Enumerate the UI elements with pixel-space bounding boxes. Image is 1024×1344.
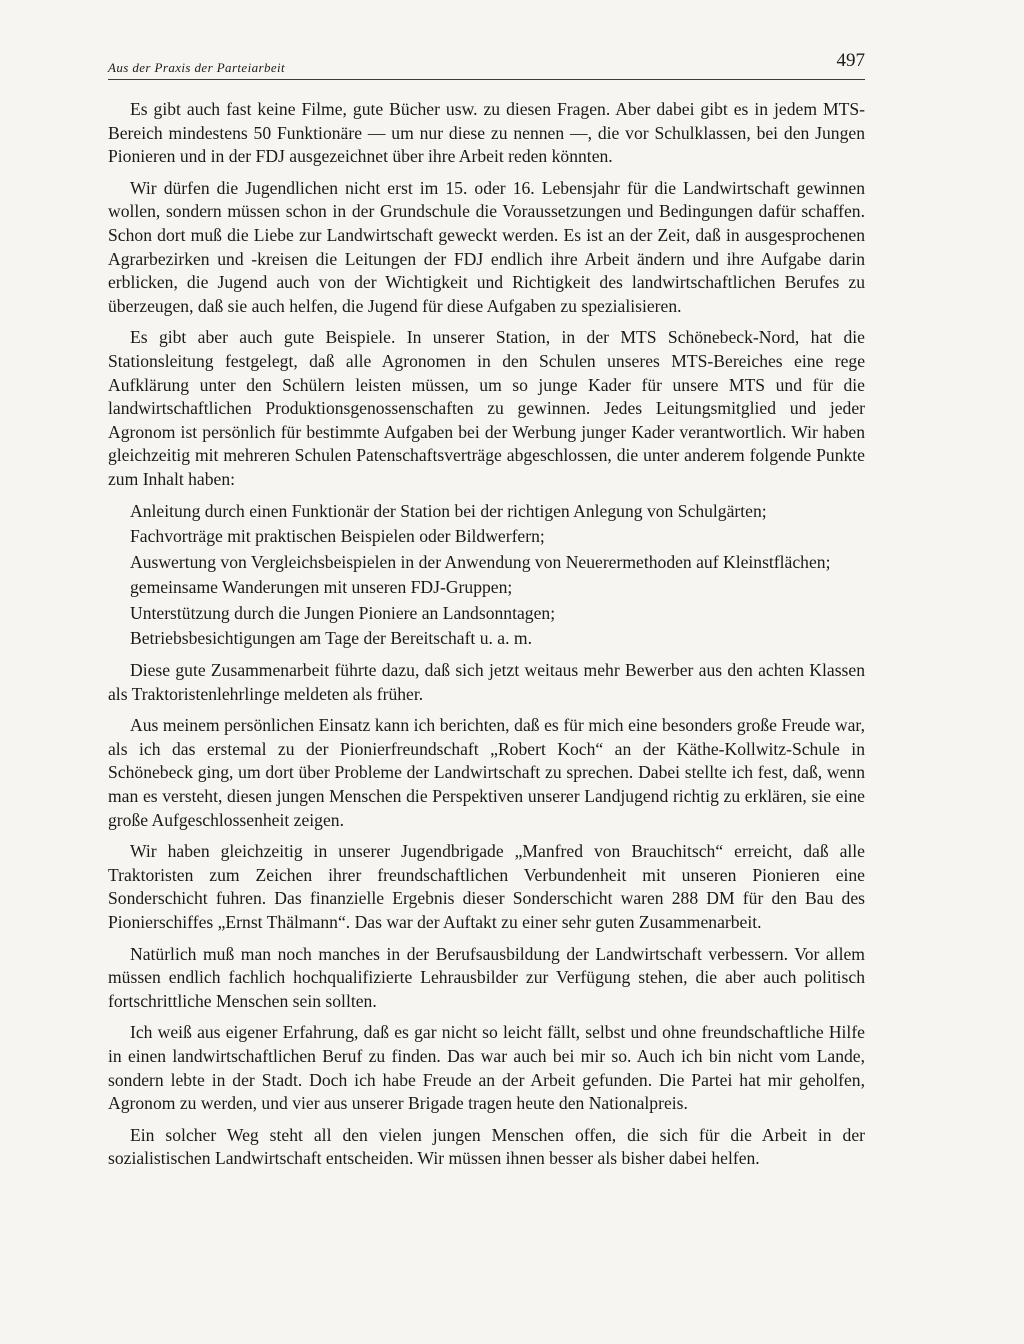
paragraph: Ich weiß aus eigener Erfahrung, daß es gar nicht so leicht fällt, selbst und ohne freundschaftliche Hilfe in einen landwirtschaftlichen Beruf zu finden. Das war auch bei mir so. Auch ich bin nicht vom Lande, sondern lebte in der Stadt. Doch ich habe Freude an der Arbeit gefunden. Die Partei hat mir geholfen, Agronom zu werden, und vier aus unserer Brigade tragen heute den Nationalpreis. <box>108 1022 865 1114</box>
paragraph: Natürlich muß man noch manches in der Berufsausbildung der Landwirtschaft verbessern. Vor allem müssen endlich fachlich hochqualifizierte Lehrausbilder zur Verfügung stehen, die aber auch politisch fortschrittliche Menschen sein sollten. <box>108 943 865 1011</box>
list-item: Anleitung durch einen Funktionär der Station bei der richtigen Anlegung von Schulgärten; <box>130 500 767 521</box>
page-header <box>108 50 865 82</box>
contract-points-list <box>108 500 865 652</box>
paragraph: Diese gute Zusammenarbeit führte dazu, daß sich jetzt weitaus mehr Bewerber aus den achten Klassen als Traktoristenlehrlinge meldeten als früher. <box>108 660 865 704</box>
paragraph: Aus meinem persönlichen Einsatz kann ich berichten, daß es für mich eine besonders große Freude war, als ich das erstemal zu der Pionierfreundschaft „Robert Koch“ an der Käthe-Kollwitz-Schule in Schönebeck ging, um dort über Probleme der Landwirtschaft zu sprechen. Dabei stellte ich fest, daß, wenn man es versteht, diesen jungen Menschen die Perspektiven unserer Landjugend richtig zu erklären, sie eine große Aufgeschlossenheit zeigen. <box>108 715 865 830</box>
paragraph: Es gibt auch fast keine Filme, gute Bücher usw. zu diesen Fragen. Aber dabei gibt es in jedem MTS-Bereich mindestens 50 Funktionäre — um nur diese zu nennen —, die vor Schulklassen, bei den Jungen Pionieren und in der FDJ ausgezeichnet über ihre Arbeit reden könnten. <box>108 99 865 167</box>
body-text <box>108 98 865 1179</box>
paragraph: Ein solcher Weg steht all den vielen jungen Menschen offen, die sich für die Arbeit in der sozialistischen Landwirtschaft entscheiden. Wir müssen ihnen besser als bisher dabei helfen. <box>108 1124 865 1169</box>
list-item: Auswertung von Vergleichsbeispielen in der Anwendung von Neuerermethoden auf Kleinstflächen; <box>130 551 831 572</box>
paragraph: Es gibt aber auch gute Beispiele. In unserer Station, in der MTS Schönebeck-Nord, hat die Stationsleitung festgelegt, daß alle Agronomen in den Schulen unseres MTS-Bereiches eine rege Aufklärung unter den Schülern leisten müssen, um so junge Kader für unsere MTS und für die landwirtschaftlichen Produktionsgenossenschaften zu gewinnen. Jedes Leitungsmitglied und jeder Agronom ist persönlich für bestimmte Aufgaben bei der Werbung junger Kader verantwortlich. Wir haben gleichzeitig mit mehreren Schulen Patenschaftsverträge abgeschlossen, die unter anderem folgende Punkte zum Inhalt haben: <box>108 327 865 489</box>
list-item: Fachvorträge mit praktischen Beispielen oder Bildwerfern; <box>130 526 545 547</box>
list-item: Betriebsbesichtigungen am Tage der Bereitschaft u. a. m. <box>130 628 532 649</box>
page-number: 497 <box>836 50 865 71</box>
header-rule <box>108 79 865 80</box>
list-item: Unterstützung durch die Jungen Pioniere an Landsonntagen; <box>130 602 556 623</box>
running-title: Aus der Praxis der Parteiarbeit <box>108 60 286 75</box>
paragraph: Wir dürfen die Jugendlichen nicht erst im 15. oder 16. Lebensjahr für die Landwirtschaft gewinnen wollen, sondern müssen schon in der Grundschule die Voraussetzungen und Bedingungen dafür schaffen. Schon dort muß die Liebe zur Landwirtschaft geweckt werden. Es ist an der Zeit, daß in ausgesprochenen Agrarbezirken und -kreisen die Leitungen der FDJ endlich ihre Arbeit ändern und ihre Aufgabe darin erblicken, die Jugend auch von der Wichtigkeit und Richtigkeit des landwirtschaftlichen Berufes zu überzeugen, daß sie auch helfen, die Jugend für diese Aufgaben zu spezialisieren. <box>108 177 865 316</box>
paragraph: Wir haben gleichzeitig in unserer Jugendbrigade „Manfred von Brauchitsch“ erreicht, daß alle Traktoristen zum Zeichen ihrer freundschaftlichen Verbundenheit mit unseren Pionieren eine Sonderschicht fuhren. Das finanzielle Ergebnis dieser Sonderschicht waren 288 DM für den Bau des Pionierschiffes „Ernst Thälmann“. Das war der Auftakt zu einer sehr guten Zusammenarbeit. <box>108 841 865 932</box>
list-item: gemeinsame Wanderungen mit unseren FDJ-Gruppen; <box>130 577 513 598</box>
